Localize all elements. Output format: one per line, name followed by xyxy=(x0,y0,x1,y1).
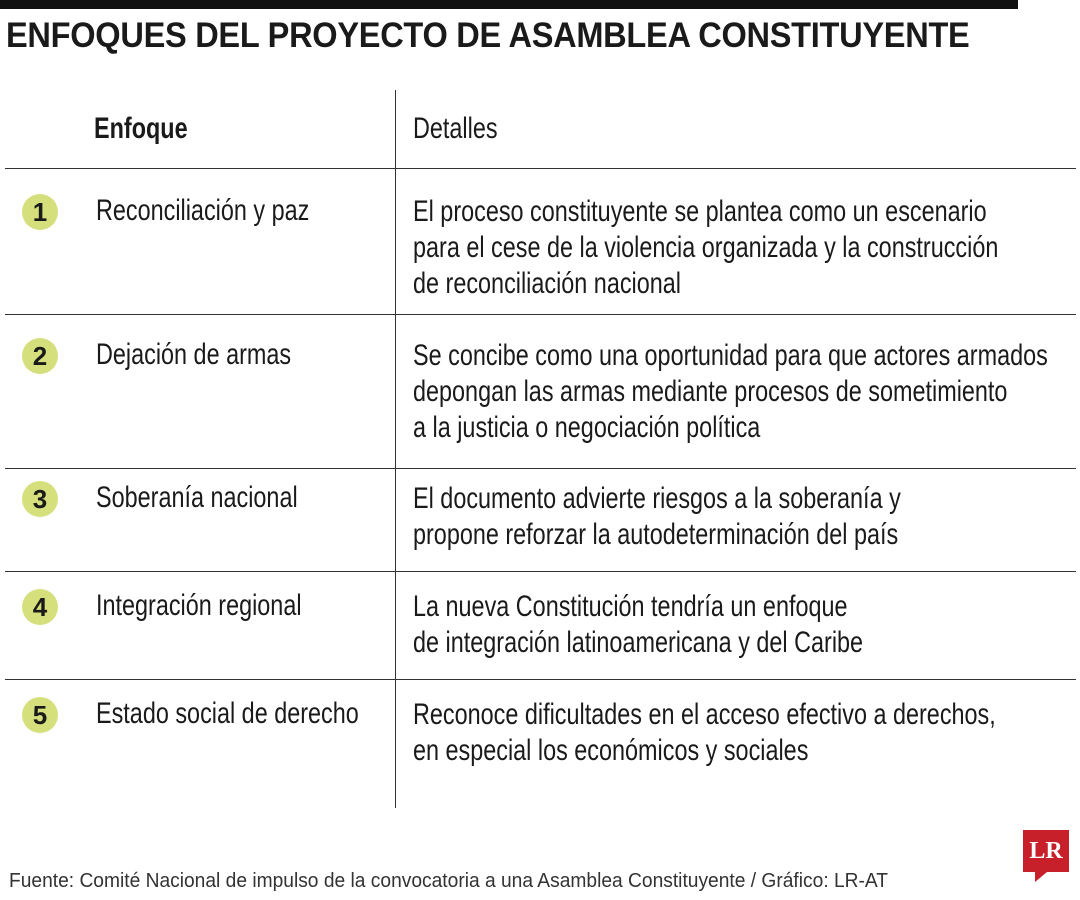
number-badge: 3 xyxy=(22,481,58,517)
detalles-text xyxy=(413,589,990,661)
detail-line: La nueva Constitución tendría un enfoque xyxy=(413,590,848,623)
detalles-text xyxy=(413,194,1080,302)
detalles-text xyxy=(413,697,1080,769)
number-badge: 2 xyxy=(22,338,58,374)
detalles-text xyxy=(413,338,1080,446)
row-divider xyxy=(5,168,1076,169)
detail-line: El proceso constituyente se plantea como un escenario xyxy=(413,195,987,228)
source-note: Fuente: Comité Nacional de impulso de la convocatoria a una Asamblea Constituyente / Gráfico: LR-AT xyxy=(9,870,889,892)
top-rule xyxy=(0,0,1018,9)
detalles-text xyxy=(413,481,1038,553)
detail-line: depongan las armas mediante procesos de sometimiento xyxy=(413,375,1008,408)
header-enfoque: Enfoque xyxy=(94,112,188,145)
enfoque-name: Integración regional xyxy=(96,589,302,622)
detail-line: Se concibe como una oportunidad para que actores armados xyxy=(413,339,1048,372)
enfoque-name: Dejación de armas xyxy=(96,338,292,371)
row-divider xyxy=(5,679,1076,680)
detail-line: a la justicia o negociación política xyxy=(413,411,761,444)
detail-line: para el cese de la violencia organizada y la construcción xyxy=(413,231,999,264)
detail-line: de reconciliación nacional xyxy=(413,267,681,300)
row-divider xyxy=(5,571,1076,572)
number-badge: 5 xyxy=(22,697,58,733)
detail-line: Reconoce dificultades en el acceso efectivo a derechos, xyxy=(413,698,996,731)
header-detalles: Detalles xyxy=(413,112,498,145)
enfoque-name: Soberanía nacional xyxy=(96,481,298,514)
detail-line: en especial los económicos y sociales xyxy=(413,734,809,767)
detail-line: propone reforzar la autodeterminación del país xyxy=(413,518,899,551)
row-divider xyxy=(5,468,1076,469)
detail-line: de integración latinoamericana y del Caribe xyxy=(413,626,864,659)
page-title: ENFOQUES DEL PROYECTO DE ASAMBLEA CONSTITUYENTE xyxy=(6,16,970,55)
row-divider xyxy=(5,314,1076,315)
detail-line: El documento advierte riesgos a la soberanía y xyxy=(413,482,901,515)
lr-logo: LR xyxy=(1023,830,1069,872)
enfoque-name: Estado social de derecho xyxy=(96,697,359,730)
number-badge: 1 xyxy=(22,194,58,230)
number-badge: 4 xyxy=(22,589,58,625)
enfoque-name: Reconciliación y paz xyxy=(96,194,310,227)
